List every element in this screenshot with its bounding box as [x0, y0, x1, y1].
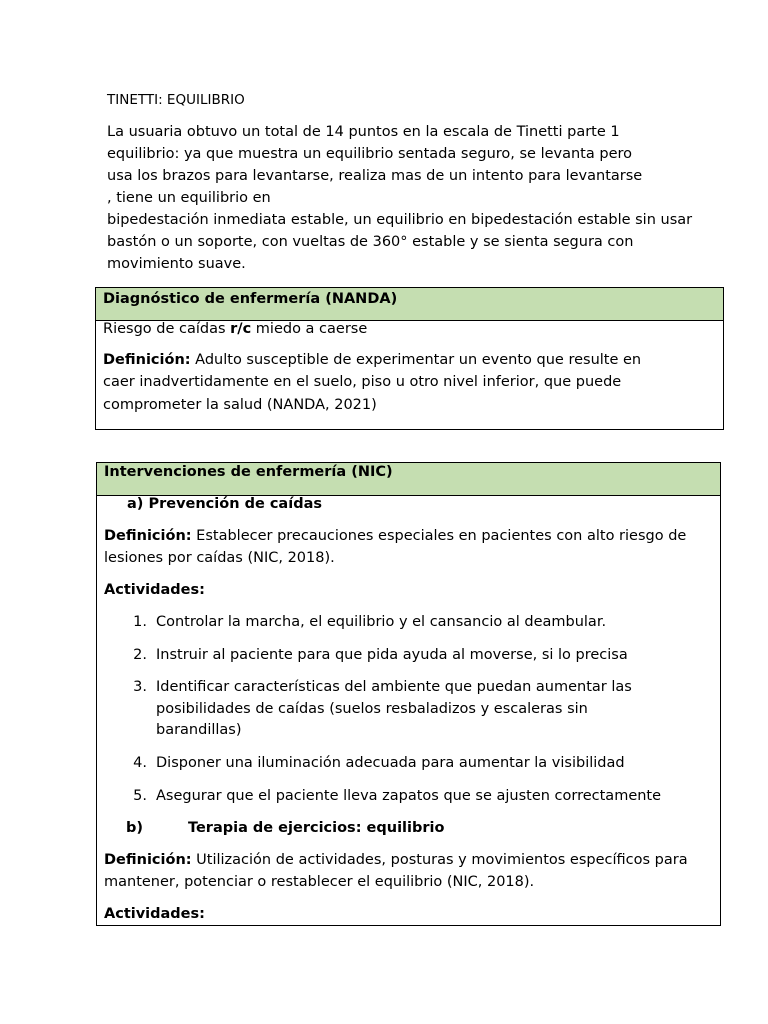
paragraph-line: movimiento suave.: [107, 256, 246, 272]
risk-rc: r/c: [230, 321, 252, 337]
paragraph-line: La usuaria obtuvo un total de 14 puntos en la escala de Tinetti parte 1: [107, 124, 620, 140]
activity-number: 3.: [133, 679, 147, 695]
activity-item: Identificar características del ambiente que puedan aumentar las: [156, 679, 632, 695]
risk-suffix: miedo a caerse: [251, 321, 368, 337]
paragraph-line: bipedestación inmediata estable, un equilibrio en bipedestación estable sin usar: [107, 212, 693, 228]
paragraph-line: usa los brazos para levantarse, realiza mas de un intento para levantarse: [107, 168, 643, 184]
activity-number: 5.: [133, 788, 147, 804]
activity-item: Controlar la marcha, el equilibrio y el cansancio al deambular.: [156, 614, 607, 630]
definition-label: Definición:: [104, 528, 192, 544]
paragraph-line: equilibrio: ya que muestra un equilibrio sentada seguro, se levanta pero: [107, 146, 633, 162]
nic-title: Intervenciones de enfermería (NIC): [97, 463, 720, 496]
activity-item: Disponer una iluminación adecuada para aumentar la visibilidad: [156, 755, 625, 771]
activity-number: 4.: [133, 755, 147, 771]
paragraph-line: bastón o un soporte, con vueltas de 360° estable y se sienta segura con: [107, 234, 634, 250]
activities-label-b: Actividades:: [104, 906, 205, 922]
definition-text: Establecer precauciones especiales en pacientes con alto riesgo de: [191, 528, 687, 544]
risk-prefix: Riesgo de caídas: [103, 321, 231, 337]
definition-text: Utilización de actividades, posturas y movimientos específicos para: [191, 852, 688, 868]
nic-definition-b: [104, 852, 688, 868]
definition-label: Definición:: [104, 852, 192, 868]
nic-definition-a: [104, 528, 686, 544]
nic-table: [96, 462, 721, 926]
section-a-title: a) Prevención de caídas: [127, 496, 322, 512]
activities-label: Actividades:: [104, 582, 205, 598]
nic-definition-b-line: mantener, potenciar o restablecer el equilibrio (NIC, 2018).: [104, 874, 535, 890]
section-heading: TINETTI: EQUILIBRIO: [107, 92, 245, 108]
section-b-letter: b): [126, 820, 144, 836]
tinetti-paragraph: [107, 121, 717, 275]
activity-number: 1.: [133, 614, 147, 630]
definition-label: Definición:: [103, 352, 191, 368]
nanda-definition-line: caer inadvertidamente en el suelo, piso u otro nivel inferior, que puede: [103, 374, 622, 390]
section-b-title: Terapia de ejercicios: equilibrio: [188, 820, 445, 836]
nic-definition-a-line: lesiones por caídas (NIC, 2018).: [104, 550, 335, 566]
nanda-table: [95, 287, 724, 430]
activity-item: Instruir al paciente para que pida ayuda al moverse, si lo precisa: [156, 647, 628, 663]
activity-item: Asegurar que el paciente lleva zapatos que se ajusten correctamente: [156, 788, 662, 804]
nanda-risk: [103, 321, 367, 337]
nanda-definition-line: [103, 352, 641, 368]
paragraph-line: , tiene un equilibrio en: [107, 190, 271, 206]
nanda-definition-line: comprometer la salud (NANDA, 2021): [103, 397, 377, 413]
activity-item-line: posibilidades de caídas (suelos resbaladizos y escaleras sin: [156, 701, 588, 717]
activity-number: 2.: [133, 647, 147, 663]
activity-item-line: barandillas): [156, 722, 242, 738]
nanda-title: Diagnóstico de enfermería (NANDA): [96, 288, 723, 321]
definition-text: Adulto susceptible de experimentar un evento que resulte en: [190, 352, 642, 368]
